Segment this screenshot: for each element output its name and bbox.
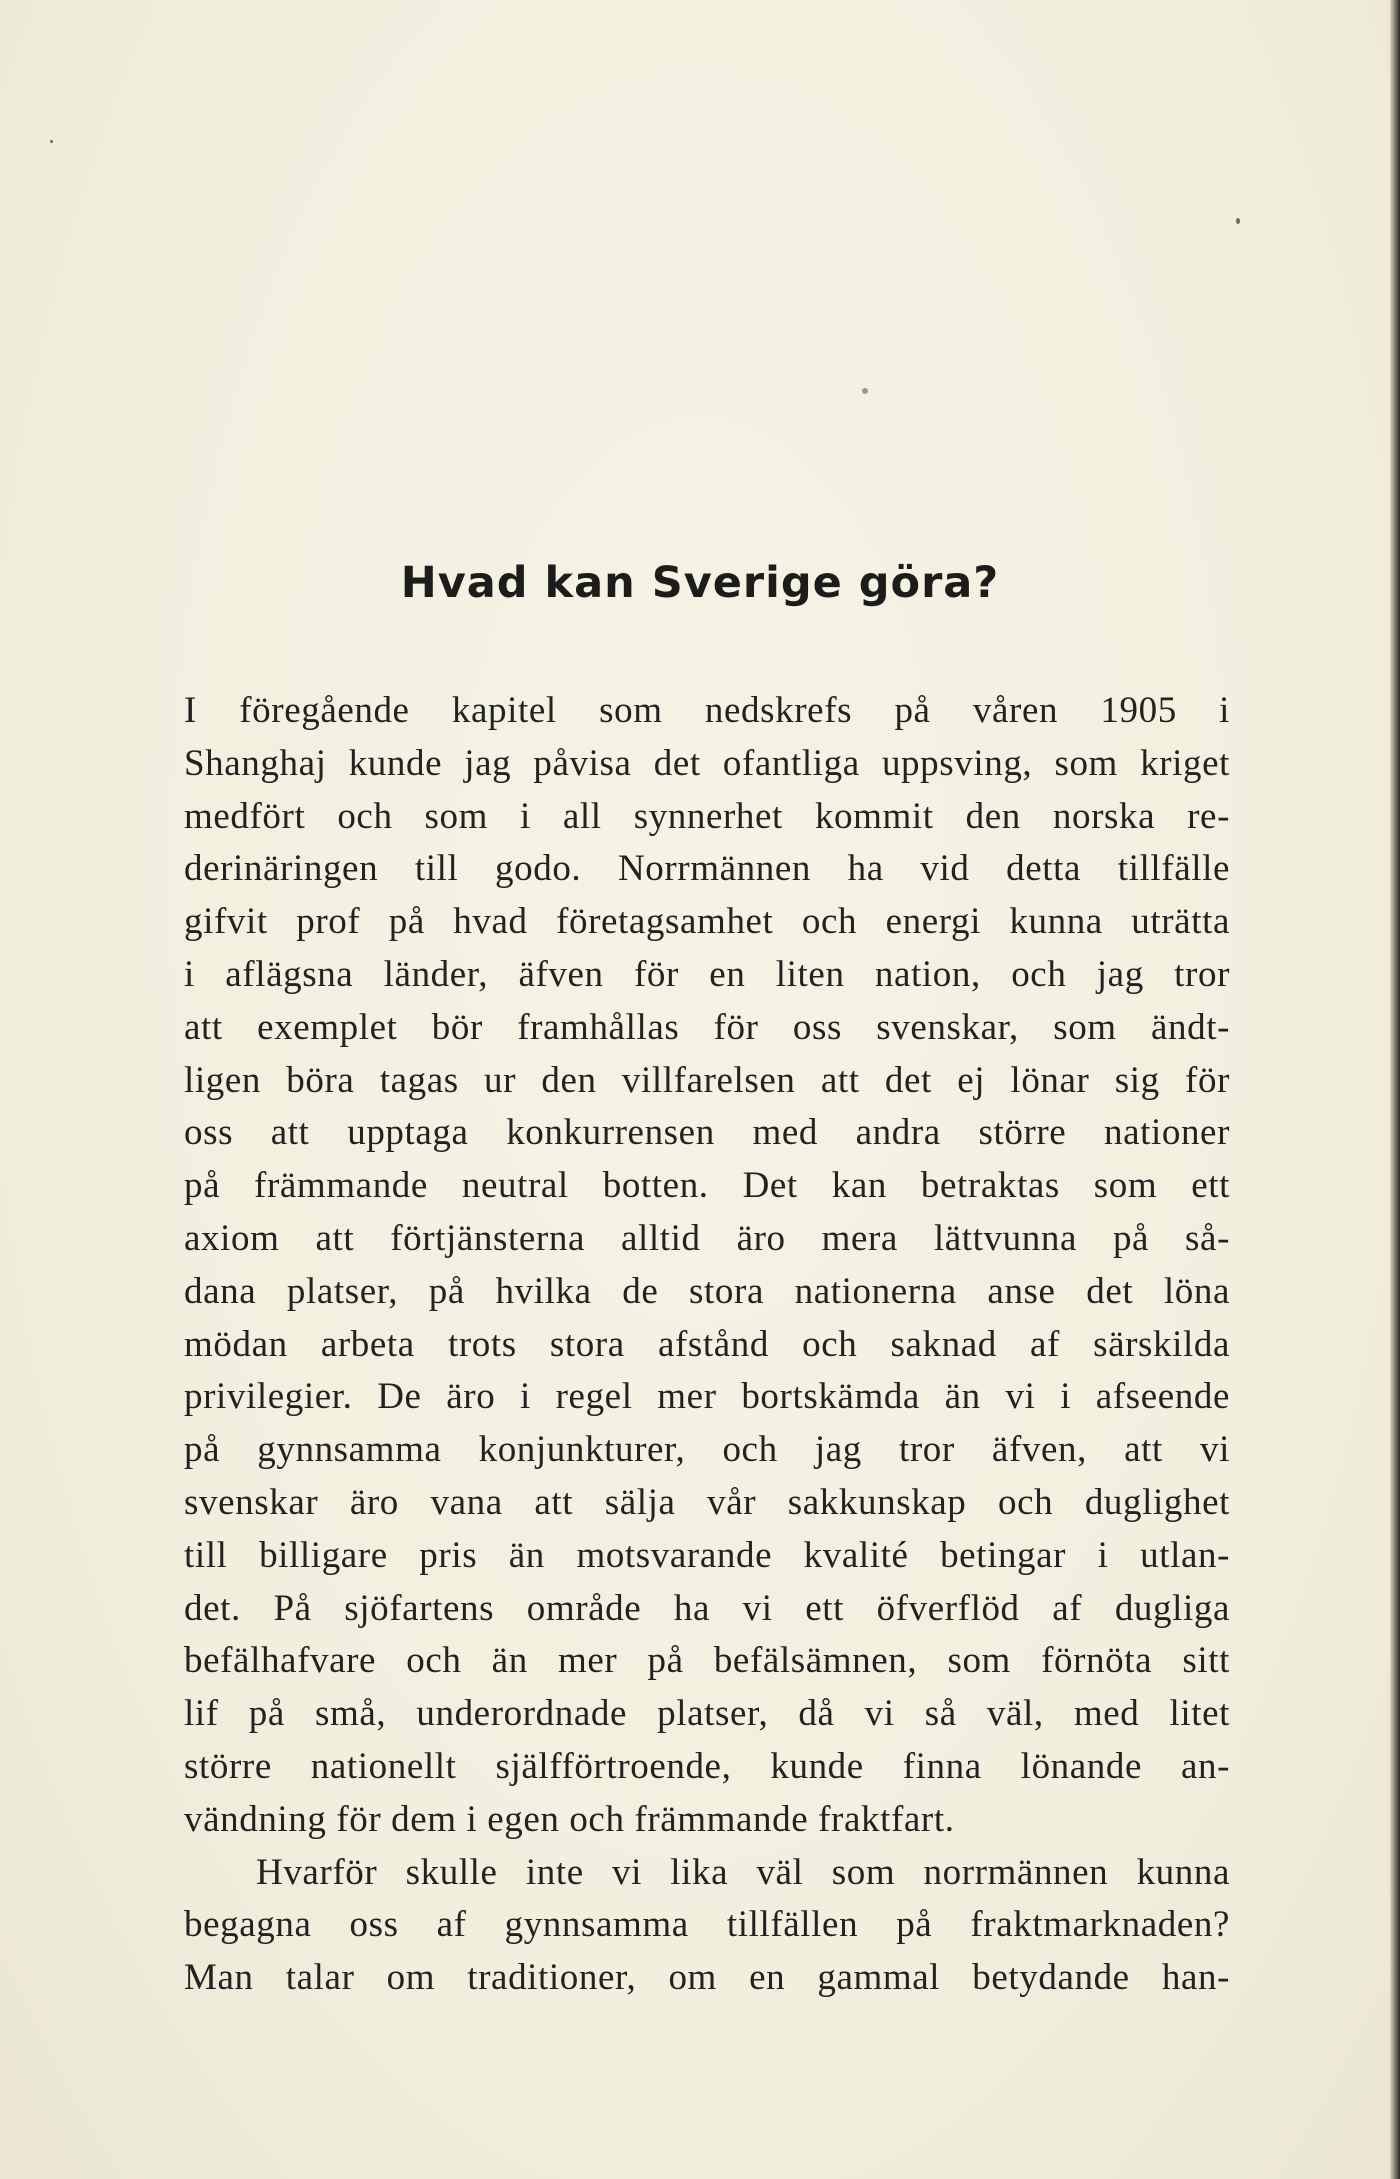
text-line: till billigare pris än motsvarande kvalité betingar i utlan- — [184, 1534, 1230, 1576]
text-line: gifvit prof på hvad företagsamhet och energi kunna uträtta — [184, 901, 1230, 943]
text-line: Hvarför skulle inte vi lika väl som norrmännen kunna — [256, 1851, 1230, 1893]
text-line: det. På sjöfartens område ha vi ett öfverflöd af dugliga — [184, 1587, 1230, 1629]
text-line: Shanghaj kunde jag påvisa det ofantliga uppsving, som kriget — [184, 742, 1230, 784]
show-through-text-decoration — [180, 110, 1240, 630]
text-line: I föregående kapitel som nedskrefs på våren 1905 i — [184, 690, 1230, 731]
print-speck — [1236, 218, 1240, 224]
print-speck — [862, 388, 868, 394]
text-line: dana platser, på hvilka de stora nationerna anse det löna — [184, 1270, 1230, 1312]
print-speck — [50, 140, 53, 143]
text-line: på gynnsamma konjunkturer, och jag tror äfven, att vi — [184, 1429, 1230, 1471]
text-line: derinäringen till godo. Norrmännen ha vid detta tillfälle — [184, 848, 1230, 890]
page-edge-shadow — [1390, 0, 1400, 2179]
text-line: större nationellt själfförtroende, kunde finna lönande an- — [184, 1745, 1230, 1787]
text-line: Man talar om traditioner, om en gammal betydande han- — [184, 1957, 1230, 1999]
text-line: mödan arbeta trots stora afstånd och saknad af särskilda — [184, 1323, 1230, 1365]
paragraph-1 — [184, 685, 1230, 1847]
text-line: axiom att förtjänsterna alltid äro mera lättvunna på så- — [184, 1217, 1230, 1259]
text-line: privilegier. De äro i regel mer bortskämda än vi i afseende — [184, 1376, 1230, 1418]
paragraph-2 — [184, 1847, 1230, 2005]
chapter-body — [184, 685, 1230, 2005]
text-line: svenskar äro vana att sälja vår sakkunskap och duglighet — [184, 1481, 1230, 1523]
text-line: oss att upptaga konkurrensen med andra större nationer — [184, 1112, 1230, 1154]
text-line: begagna oss af gynnsamma tillfällen på fraktmarknaden? — [184, 1904, 1230, 1946]
text-line: på främmande neutral botten. Det kan betraktas som ett — [184, 1165, 1230, 1207]
text-line: vändning för dem i egen och främmande fraktfart. — [184, 1798, 955, 1840]
chapter-heading: Hvad kan Sverige göra? — [400, 558, 1000, 608]
text-line: att exemplet bör framhållas för oss svenskar, som ändt- — [184, 1006, 1230, 1048]
text-line: medfört och som i all synnerhet kommit den norska re- — [184, 795, 1230, 837]
text-line: lif på små, underordnade platser, då vi så väl, med litet — [184, 1693, 1230, 1735]
text-line: ligen böra tagas ur den villfarelsen att det ej lönar sig för — [184, 1059, 1230, 1101]
text-line: befälhafvare och än mer på befälsämnen, som förnöta sitt — [184, 1640, 1230, 1682]
text-line: i aflägsna länder, äfven för en liten nation, och jag tror — [184, 953, 1230, 995]
